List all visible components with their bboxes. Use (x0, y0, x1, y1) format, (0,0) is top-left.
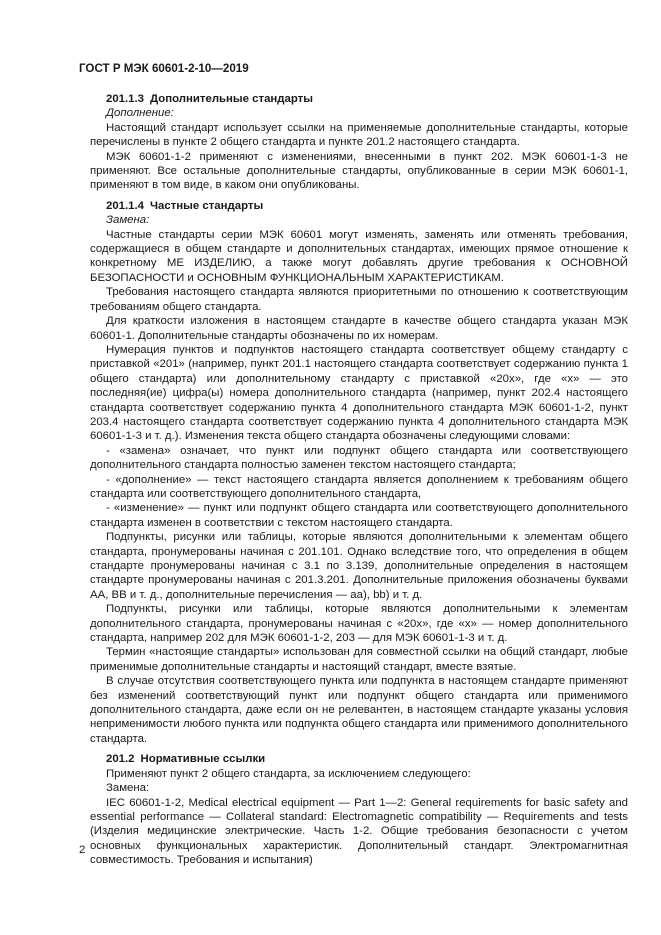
list-item: - «дополнение» — текст настоящего стандарта является дополнением к требованиям общего стандарта или соответствующего дополнительного стандарта, (90, 473, 628, 500)
paragraph: Частные стандарты серии МЭК 60601 могут изменять, заменять или отменять требования, содержащиеся в общем стандарте и дополнительных стандартах, имеющих прямое отношение к конкретному МЕ ИЗДЕЛИЮ, а также могут добавлять другие требования к ОСНОВНОЙ БЕЗОПАСНОСТИ и ОСНОВНЫМ ФУНКЦИОНАЛЬНЫМ ХАРАКТЕРИСТИКАМ. (90, 228, 628, 284)
paragraph: Подпункты, рисунки или таблицы, которые являются дополнительными к элементам общего стандарта, пронумерованы начиная с 201.101. Однако вследствие того, что определения в общем стандарте пронумерованы начиная с 3.1 по 3.139, дополнительные определения в настоящем стандарте пронумерованы начиная с 201.3.201. Дополнительные приложения обозначены буквами АА, ВВ и т. д., дополнительные перечисления — аа), bb) и т. д. (90, 531, 628, 601)
section-title: Нормативные ссылки (140, 753, 266, 766)
paragraph: Термин «настоящие стандарты» использован для совместной ссылки на общий стандарт, любые применимые дополнительные стандарты и настоящий стандарт, вместе взятые. (90, 646, 628, 673)
list-item: - «изменение» — пункт или подпункт общего стандарта или соответствующего дополнительного стандарта изменен в соответствии с текстом настоящего стандарта. (90, 502, 628, 529)
paragraph: Подпункты, рисунки или таблицы, которые являются дополнительными к элементам дополнительного стандарта, пронумерованы начиная с «20х», где «х» — номер дополнительного стандарта, например 202 для МЭК 60601-1-2, 203 — для МЭК 60601-1-3 и т. д. (90, 603, 628, 645)
section-heading-201-1-4 (106, 199, 628, 213)
paragraph: Применяют пункт 2 общего стандарта, за исключением следующего: (106, 767, 471, 780)
paragraph: В случае отсутствия соответствующего пункта или подпункта в настоящем стандарте применяют без изменений соответствующий пункт или подпункт общего стандарта или применимого дополнительного стандарта, даже если он не релевантен, в настоящем стандарте указаны условия неприменимости любого пункта или подпункта общего стандарта или применимого дополнительного стандарта. (90, 675, 628, 745)
section-title: Частные стандарты (150, 199, 264, 212)
section-heading-201-1-3 (106, 92, 628, 106)
section-number: 201.2 (106, 753, 135, 766)
list-item: - «замена» означает, что пункт или подпункт общего стандарта или соответствующего дополнительного стандарта полностью заменен текстом настоящего стандарта; (90, 444, 628, 472)
document-body (90, 92, 628, 868)
paragraph: Замена: (106, 782, 150, 795)
paragraph: Для краткости изложения в настоящем стандарте в качестве общего стандарта указан МЭК 60601-1. Дополнительные стандарты обозначены по их номерам. (90, 315, 628, 342)
paragraph: МЭК 60601-1-2 применяют с изменениями, внесенными в пункт 202. МЭК 60601-1-3 не применяют. Все остальные дополнительные стандарты, опубликованные в серии МЭК 60601-1, применяют в том виде, в каком они опубликованы. (90, 150, 628, 192)
paragraph: Настоящий стандарт использует ссылки на применяемые дополнительные стандарты, которые перечислены в пункте 2 общего стандарта и пункте 201.2 настоящего стандарта. (90, 121, 628, 149)
section-heading-201-2 (106, 752, 628, 766)
paragraph: IEC 60601-1-2, Medical electrical equipment — Part 1—2: General requirements for basic safety and essential performance — Collateral standard: Electromagnetic compatibility — Requirements and tests (Изделия медицинские электрические. Часть 1-2. Общие требования безопасности с учетом основных функциональных характеристик. Дополнительный стандарт. Электромагнитная совместимость. Требования и испытания) (90, 796, 628, 867)
section-number: 201.1.4 (106, 199, 145, 212)
paragraph: Замена: (106, 214, 150, 227)
section-title: Дополнительные стандарты (150, 93, 313, 105)
page-number: 2 (79, 844, 86, 856)
section-number: 201.1.3 (106, 93, 145, 105)
document-header-code: ГОСТ Р МЭК 60601-2-10—2019 (79, 62, 249, 75)
paragraph: Требования настоящего стандарта являются приоритетными по отношению к соответствующим требованиям общего стандарта. (90, 286, 628, 313)
paragraph: Дополнение: (106, 107, 174, 120)
paragraph: Нумерация пунктов и подпунктов настоящего стандарта соответствует общему стандарту с приставкой «201» (например, пункт 201.1 настоящего стандарта соответствует содержанию пункта 1 общего стандарта) или дополнительному стандарту с приставкой «20х», где «х» — это последняя(ие) цифра(ы) номера дополнительного стандарта (например, пункт 202.4 настоящего стандарта соответствует содержанию пункта 4 дополнительного стандарта МЭК 60601-1-2, пункт 203.4 настоящего стандарта соответствует содержанию пункта 4 дополнительного стандарта МЭК 60601-1-3 и т. д.). Изменения текста общего стандарта обозначены следующими словами: (90, 343, 628, 443)
